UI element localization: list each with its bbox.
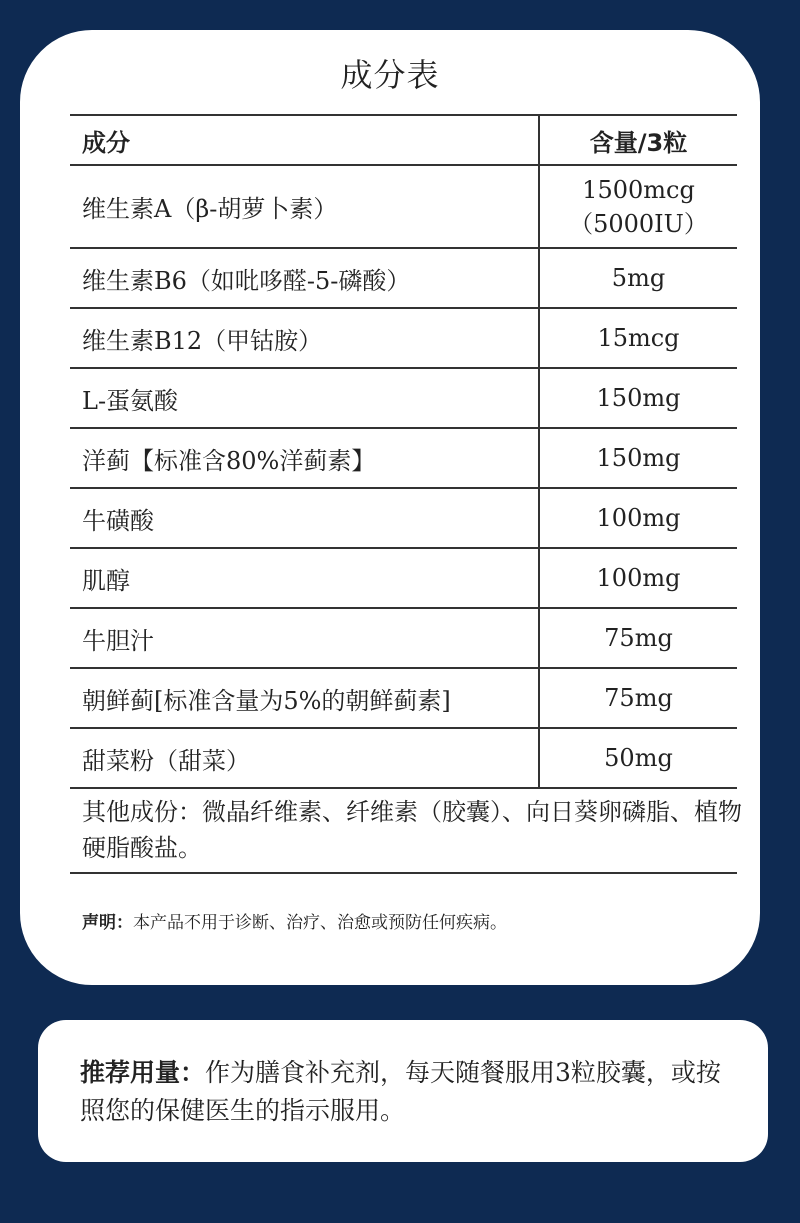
ingredient-amount: 100mg	[539, 488, 737, 548]
disclaimer	[82, 908, 742, 933]
table-header	[70, 115, 737, 165]
ingredient-name: 朝鲜蓟[标准含量为5%的朝鲜蓟素]	[70, 668, 539, 728]
ingredient-name: 甜菜粉（甜菜）	[70, 728, 539, 788]
table-row	[70, 488, 737, 548]
table-row	[70, 728, 737, 788]
ingredient-amount: 50mg	[539, 728, 737, 788]
ingredient-name: 维生素B6（如吡哆醛-5-磷酸）	[70, 248, 539, 308]
other-ingredients: 其他成份：微晶纤维素、纤维素（胶囊）、向日葵卵磷脂、植物硬脂酸盐。	[82, 798, 742, 862]
ingredient-name: 维生素B12（甲钴胺）	[70, 308, 539, 368]
page-title: 成分表	[340, 56, 440, 94]
ingredient-name: 维生素A（β-胡萝卜素）	[70, 165, 539, 248]
amount-iu: （5000IU）	[569, 209, 708, 238]
disclaimer-text: 本产品不用于诊断、治疗、治愈或预防任何疾病。	[133, 913, 507, 933]
amount-value: 1500mcg	[582, 175, 695, 204]
table-row	[70, 428, 737, 488]
ingredient-amount: 100mg	[539, 548, 737, 608]
ingredients-table	[70, 114, 737, 789]
ingredient-amount: 150mg	[539, 428, 737, 488]
ingredients-card	[20, 30, 760, 985]
column-header-amount: 含量/3粒	[539, 115, 737, 165]
dosage-card	[38, 1020, 768, 1162]
table-row	[70, 608, 737, 668]
ingredient-amount: 150mg	[539, 368, 737, 428]
column-header-ingredient: 成分	[70, 115, 539, 165]
ingredient-amount: 75mg	[539, 608, 737, 668]
ingredient-amount: 5mg	[539, 248, 737, 308]
table-row	[70, 368, 737, 428]
dosage-text: 作为膳食补充剂，每天随餐服用3粒胶囊，或按照您的保健医生的指示服用。	[80, 1058, 721, 1125]
ingredient-name: L-蛋氨酸	[70, 368, 539, 428]
table-row	[70, 308, 737, 368]
table-row	[70, 668, 737, 728]
dosage-label: 推荐用量：	[80, 1058, 206, 1087]
disclaimer-label: 声明：	[82, 913, 133, 933]
ingredient-name: 牛胆汁	[70, 608, 539, 668]
divider	[70, 872, 737, 874]
ingredient-amount	[539, 165, 737, 248]
table-row	[70, 165, 737, 248]
ingredient-amount: 75mg	[539, 668, 737, 728]
ingredient-amount: 15mcg	[539, 308, 737, 368]
ingredient-name: 洋蓟【标准含80%洋蓟素】	[70, 428, 539, 488]
ingredient-name: 肌醇	[70, 548, 539, 608]
table-row	[70, 548, 737, 608]
table-row	[70, 248, 737, 308]
ingredient-name: 牛磺酸	[70, 488, 539, 548]
